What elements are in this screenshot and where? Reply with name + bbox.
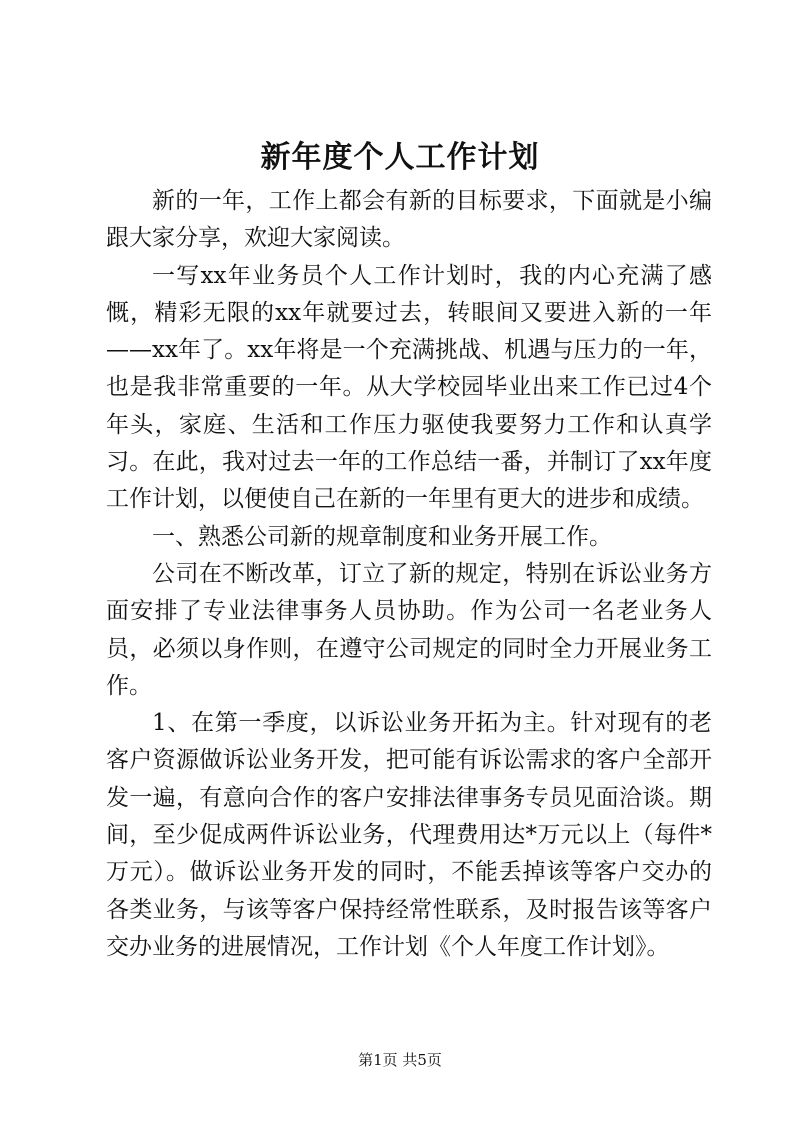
paragraph-company-rules: 公司在不断改革，订立了新的规定，特别在诉讼业务方面安排了专业法律事务人员协助。作为公司一名老业务人员，必须以身作则，在遵守公司规定的同时全力开展业务工作。 bbox=[106, 560, 712, 699]
paragraph-reflection: 一写xx年业务员个人工作计划时，我的内心充满了感慨，精彩无限的xx年就要过去，转眼间又要进入新的一年——xx年了。xx年将是一个充满挑战、机遇与压力的一年，也是我非常重要的一年。从大学校园毕业出来工作已过4个年头，家庭、生活和工作压力驱使我要努力工作和认真学习。在此，我对过去一年的工作总结一番，并制订了xx年度工作计划，以便使自己在新的一年里有更大的进步和成绩。 bbox=[106, 262, 712, 513]
section-heading-1: 一、熟悉公司新的规章制度和业务开展工作。 bbox=[152, 523, 612, 550]
page-number-footer: 第1页 共5页 bbox=[358, 1051, 442, 1069]
document-title: 新年度个人工作计划 bbox=[260, 140, 540, 175]
document-body bbox=[106, 183, 712, 966]
paragraph-intro: 新的一年，工作上都会有新的目标要求，下面就是小编跟大家分享，欢迎大家阅读。 bbox=[106, 188, 712, 252]
paragraph-first-quarter: 1、在第一季度，以诉讼业务开拓为主。针对现有的老客户资源做诉讼业务开发，把可能有诉讼需求的客户全部开发一遍，有意向合作的客户安排法律事务专员见面洽谈。期间，至少促成两件诉讼业务，代理费用达*万元以上（每件*万元）。做诉讼业务开发的同时，不能丢掉该等客户交办的各类业务，与该等客户保持经常性联系，及时报告该等客户交办业务的进展情况，工作计划《个人年度工作计划》。 bbox=[106, 710, 712, 960]
